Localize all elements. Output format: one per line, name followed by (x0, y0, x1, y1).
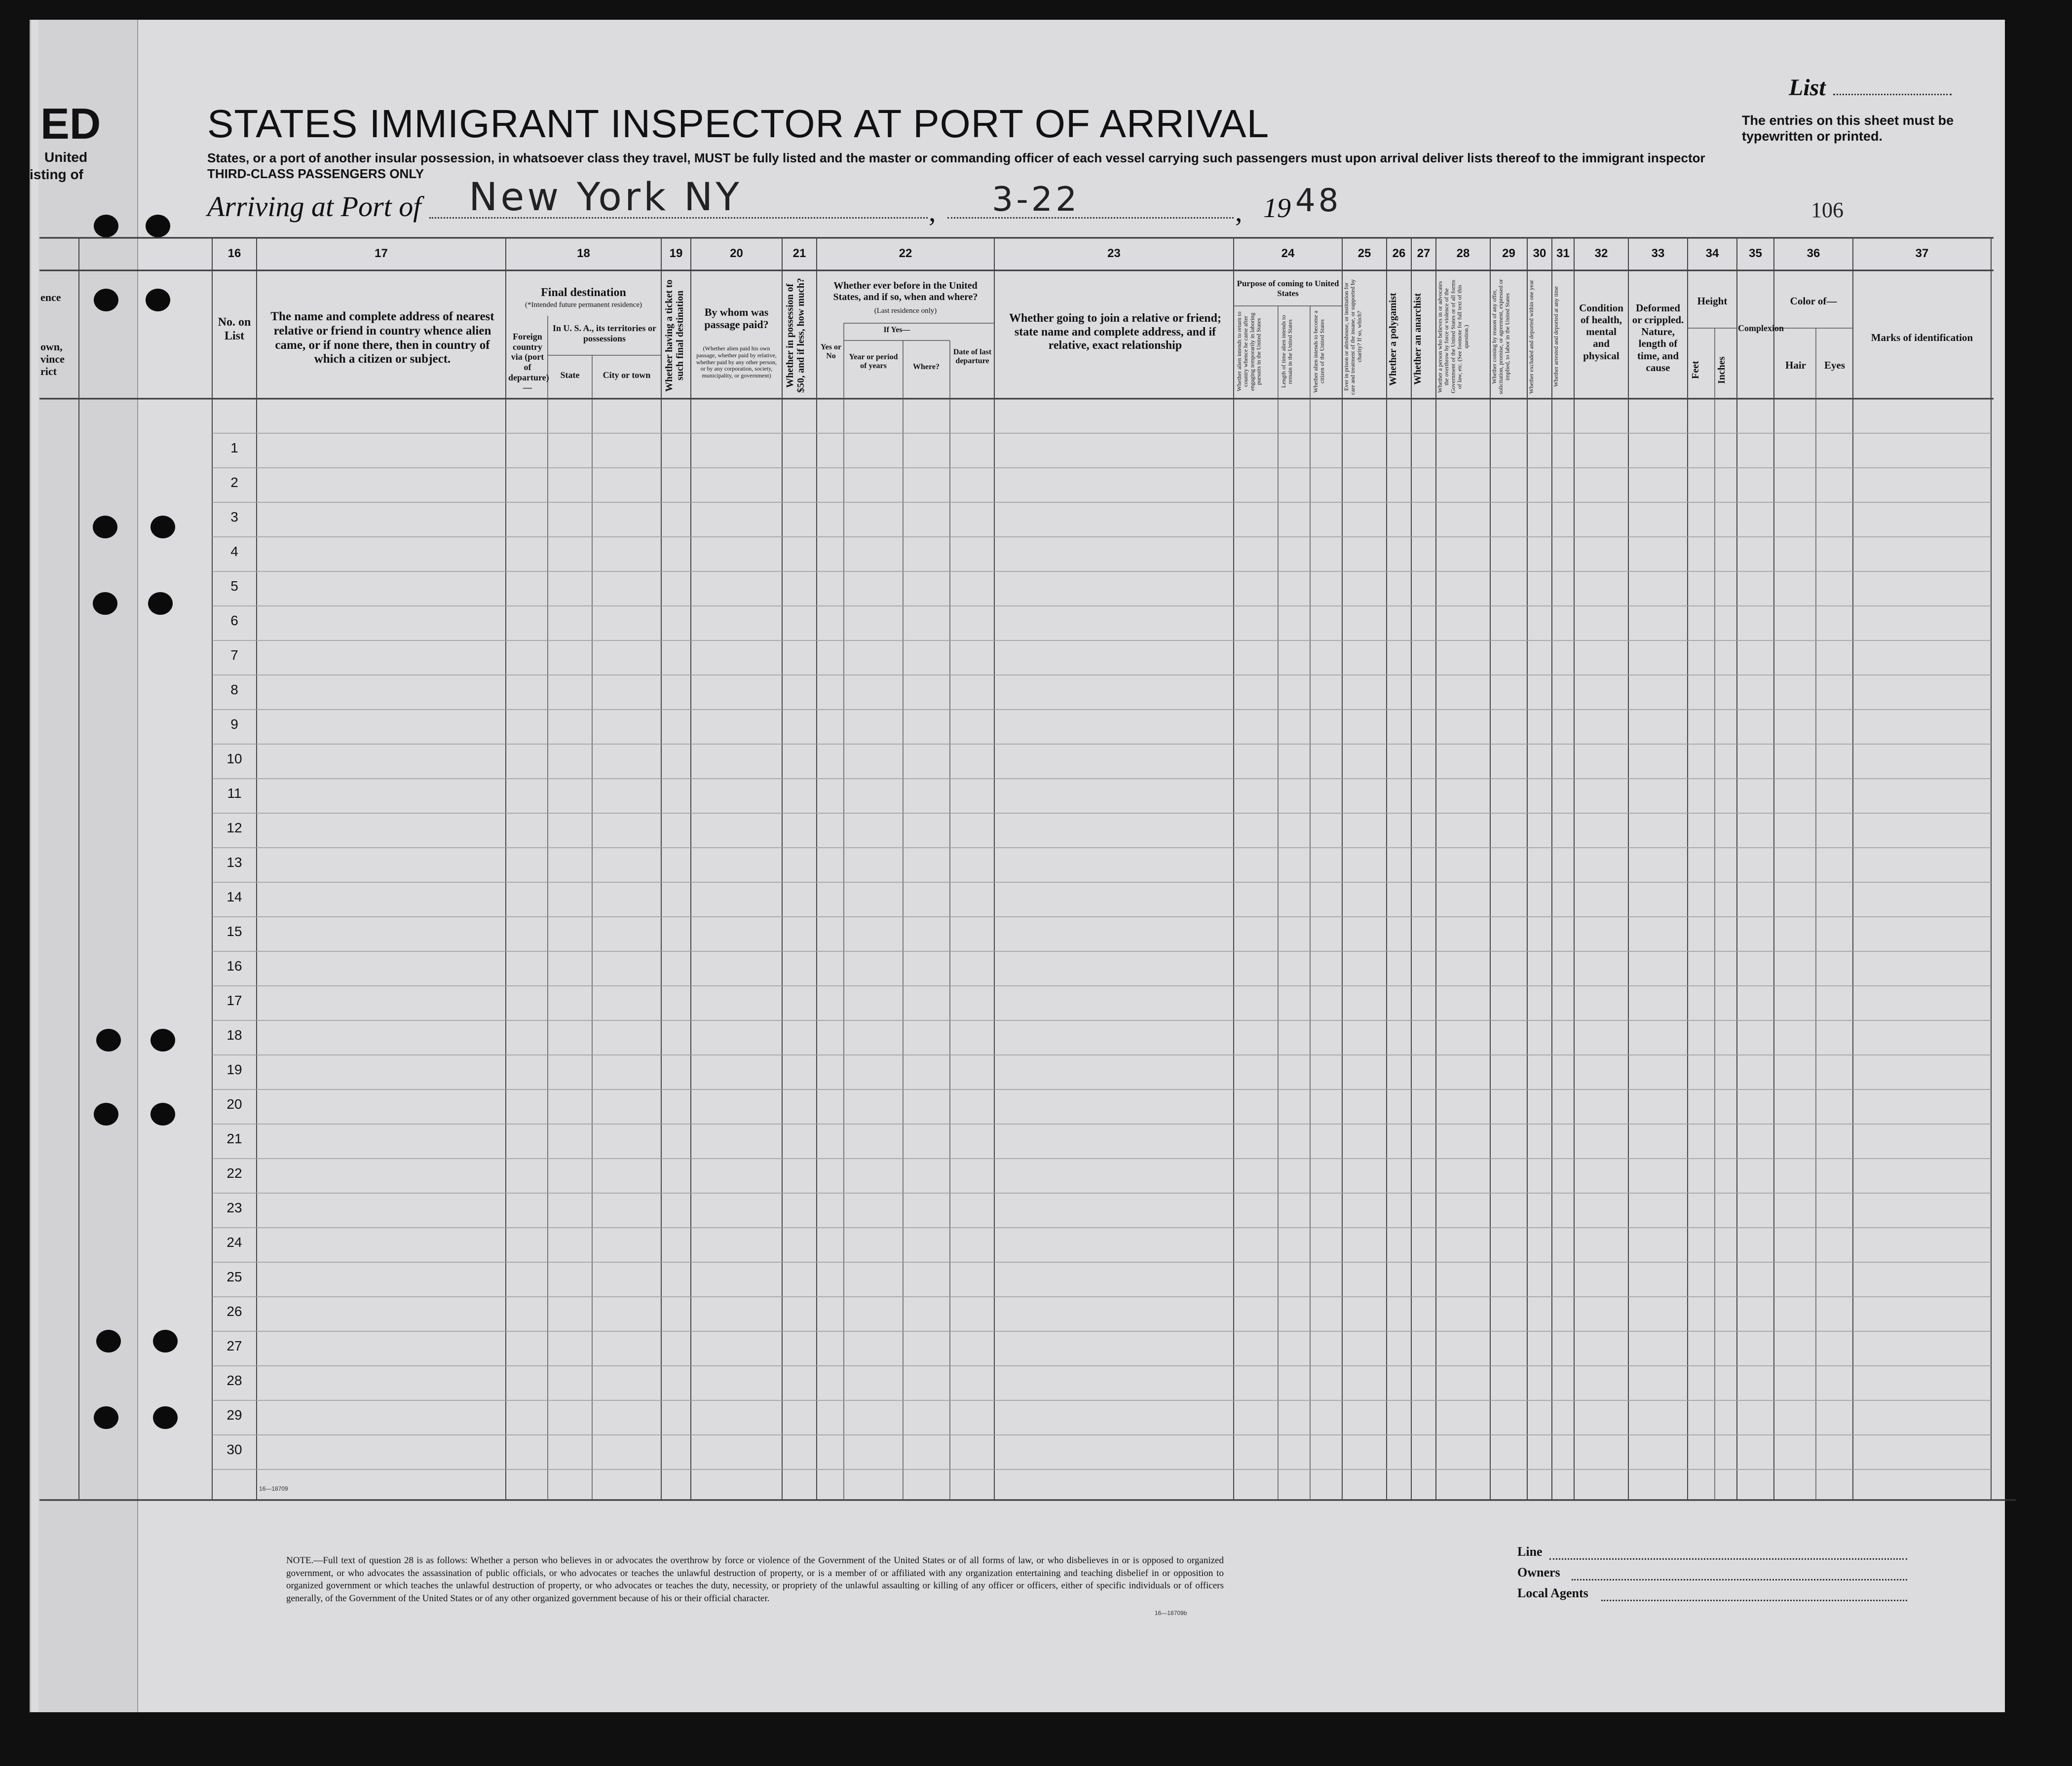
title-fragment: ED (40, 99, 101, 148)
header-complexion: Complexion (1738, 323, 1784, 333)
row-number: 4 (230, 544, 238, 559)
column-number: 30 (1533, 247, 1546, 260)
column-number: 20 (730, 247, 743, 260)
header-year: Year or period of years (849, 353, 898, 371)
header-ticket: Whether having a ticket to such final destination (664, 279, 685, 392)
arriving-label: Arriving at Port of (207, 190, 421, 223)
header-purpose-return: Whether alien intends to return to country whence he came after engaging temporarily in laboring pursuits in the United States (1236, 311, 1262, 392)
row-number: 7 (230, 647, 238, 663)
header-prison: Ever in prison or almshouse, or institution for care and treatment of the insane, or supported by charity? If so, which? (1343, 279, 1363, 395)
header-anarchist: Whether an anarchist (1412, 293, 1423, 385)
row-number: 18 (226, 1027, 242, 1043)
header-eyes: Eyes (1824, 359, 1845, 371)
comma: , (1235, 195, 1243, 227)
previous-page-fragment: own, (40, 340, 63, 353)
binder-hole (94, 1103, 118, 1126)
form-stamp: 16—18709 (259, 1485, 288, 1492)
sheet-number: 106 (1811, 198, 1844, 222)
binder-hole (151, 1103, 175, 1126)
row-number: 2 (230, 475, 238, 490)
header-nearest-relative: The name and complete address of nearest relative or friend in country whence alien came, or if none there, then in country of which a citizen or subject. (270, 310, 494, 366)
column-number: 23 (1107, 247, 1121, 260)
column-number: 36 (1807, 247, 1820, 260)
date-field[interactable] (947, 217, 1234, 219)
row-number: 5 (230, 578, 238, 594)
row-number: 23 (226, 1200, 242, 1215)
port-field[interactable] (429, 217, 928, 219)
class-line: THIRD-CLASS PASSENGERS ONLY (207, 166, 424, 181)
binder-hole (93, 516, 117, 538)
row-number: 3 (230, 509, 238, 525)
owners-field[interactable] (1572, 1579, 1907, 1580)
column-number: 31 (1556, 247, 1570, 260)
left-fragment: United (44, 150, 88, 165)
previous-page-fragment: vince (40, 353, 65, 365)
previous-page-fragment: rict (40, 365, 57, 377)
header-where: Where? (913, 363, 940, 371)
column-number: 29 (1502, 247, 1515, 260)
footnote: NOTE.—Full text of question 28 is as follows: Whether a person who believes in or advocates the overthrow by force or violence of the Government of the United States or of all forms of law, or who disbelieves in or is opposed to organized government, or who advocates the assassination of public officials, or who advocates or teaches the unlawful destruction of property, or is a member of or affiliated with any organization entertaining and teaching disbelief in or opposition to organized government or which teaches the unlawful destruction of property, or who advocates or teaches the duty, necessity, or propriety of the unlawful assaulting or killing of any officer or officers, either of specific individuals or of officers generally, of the Government of the United States or of any other organized government because of his or their official character. (286, 1555, 1224, 1604)
row-number: 17 (226, 993, 242, 1008)
binder-hole (148, 592, 173, 615)
row-number: 11 (227, 786, 242, 801)
header-if-yes: If Yes— (883, 326, 910, 334)
row-number: 14 (226, 889, 242, 904)
header-excluded-deported: Whether excluded and deported within one year (1528, 280, 1535, 394)
header-passage-paid-sub: (Whether alien paid his own passage, whether paid by relative, whether paid by any other person, or by any corporation, society, municipality, or government) (696, 345, 777, 379)
column-number: 24 (1281, 247, 1295, 260)
header-state: State (560, 370, 580, 380)
binder-hole (151, 1029, 175, 1052)
list-label: List (1789, 75, 1826, 101)
header-health: Condition of health, mental and physical (1579, 302, 1623, 362)
column-number: 19 (669, 247, 683, 260)
row-number: 10 (226, 751, 242, 766)
previous-page-strip (38, 20, 138, 1712)
column-number: 32 (1594, 247, 1608, 260)
local-agents-field[interactable] (1601, 1600, 1907, 1601)
page-title: STATES IMMIGRANT INSPECTOR AT PORT OF ARRIVAL (207, 102, 1270, 146)
list-number-field[interactable] (1833, 94, 1952, 95)
header-height: Height (1697, 295, 1728, 307)
owners-label: Owners (1517, 1565, 1560, 1579)
row-number: 8 (230, 682, 238, 697)
header-final-destination-sub: (*Intended future permanent residence) (525, 301, 642, 309)
row-number: 13 (226, 855, 242, 870)
row-number: 19 (226, 1062, 242, 1077)
row-number: 9 (230, 716, 238, 732)
binder-hole (96, 1029, 121, 1052)
row-number: 26 (226, 1304, 242, 1319)
row-number: 24 (226, 1235, 242, 1250)
header-polygamist: Whether a polygamist (1388, 293, 1398, 386)
local-agents-label: Local Agents (1517, 1586, 1588, 1600)
column-number: 37 (1915, 247, 1929, 260)
header-in-usa: In U. S. A., its territories or possessions (553, 323, 656, 343)
row-number: 16 (226, 958, 242, 974)
header-purpose-length: Length of time alien intends to remain in the United States (1280, 315, 1294, 388)
comma: , (929, 195, 936, 227)
column-number: 18 (577, 247, 590, 260)
column-number: 22 (899, 247, 912, 260)
left-fragment: isting of (30, 167, 83, 182)
instruction-line: States, or a port of another insular possession, in whatsoever class they travel, MUST be fully listed and the master or commanding officer of each vessel carrying such passengers must upon arrival deliver lists thereof to the immigrant inspector (207, 150, 1705, 165)
row-number: 15 (226, 924, 242, 939)
header-deformed: Deformed or crippled. Nature, length of time, and cause (1632, 302, 1684, 374)
header-passage-paid: By whom was passage paid? (704, 306, 769, 331)
row-number: 29 (226, 1407, 242, 1423)
column-number: 33 (1651, 247, 1665, 260)
column-number: 27 (1417, 247, 1431, 260)
line-label: Line (1517, 1544, 1543, 1559)
row-number: 20 (226, 1096, 242, 1112)
binder-hole (94, 1406, 118, 1429)
header-marks: Marks of identification (1871, 332, 1973, 343)
header-yes-no: Yes or No (820, 343, 842, 361)
entries-note: The entries on this sheet must be typewritten or printed. (1742, 113, 1954, 144)
binder-hole (93, 592, 117, 615)
header-color-of: Color of— (1790, 295, 1837, 307)
header-ever-before: Whether ever before in the United States, and if so, when and where? (833, 280, 978, 302)
header-fifty-dollars: Whether in possession of $50, and if less, how much? (785, 278, 806, 393)
row-number: 22 (226, 1165, 242, 1181)
column-number: 21 (792, 247, 806, 260)
header-inches: Inches (1716, 356, 1727, 384)
column-number: 35 (1749, 247, 1762, 260)
port-handwritten: New York NY (469, 175, 742, 220)
header-join-relative: Whether going to join a relative or friend; state name and complete address, and if relative, exact relationship (1009, 312, 1221, 352)
date-handwritten: 3-22 (992, 180, 1080, 219)
year-handwritten: 48 (1295, 183, 1342, 219)
row-number: 6 (230, 613, 238, 628)
header-ever-before-sub: (Last residence only) (874, 307, 937, 315)
row-number: 21 (226, 1131, 242, 1146)
binder-hole (153, 1406, 178, 1429)
year-printed: 19 (1263, 193, 1291, 224)
binder-hole (153, 1330, 178, 1353)
form-sheet (30, 20, 2005, 1712)
header-labor-offer: Whether coming by reason of any offer, solicitation, promise, or agreement, expressed or implied, to labor in the United States (1491, 279, 1511, 395)
header-hair: Hair (1785, 359, 1806, 371)
binder-hole (96, 1330, 121, 1353)
column-number: 28 (1456, 247, 1470, 260)
header-date-last-departure: Date of last departure (953, 348, 992, 366)
header-arrested-deported: Whether arrested and deported at any time (1552, 286, 1559, 387)
binder-hole (146, 215, 170, 237)
column-number: 34 (1705, 247, 1719, 260)
column-number: 25 (1357, 247, 1371, 260)
binder-hole (146, 289, 170, 311)
binder-hole (94, 215, 118, 237)
row-number: 30 (226, 1442, 242, 1457)
binder-hole (151, 516, 175, 538)
row-number: 12 (226, 820, 242, 835)
header-question-28: Whether a person who believes in or advocates the overthrow by force or violence of the Government of the United States or of all forms of law, etc. (See footnote for full text of this question.) (1436, 280, 1469, 394)
row-number: 1 (230, 440, 238, 455)
footnote-stamp: 16—18709b (1155, 1610, 1187, 1616)
header-foreign-country: Foreign country via (port of departure)— (508, 332, 549, 393)
header-no-on-list: No. on List (218, 316, 251, 342)
row-number: 27 (226, 1338, 242, 1353)
row-number: 25 (226, 1269, 242, 1284)
header-final-destination: Final destination (541, 286, 626, 299)
column-number: 26 (1392, 247, 1406, 260)
header-city: City or town (603, 370, 651, 380)
row-number: 28 (226, 1373, 242, 1388)
column-number: 16 (227, 247, 241, 260)
header-purpose: Purpose of coming to United States (1237, 279, 1339, 298)
header-feet: Feet (1690, 361, 1701, 379)
line-field[interactable] (1549, 1558, 1907, 1560)
binder-hole (94, 289, 118, 311)
previous-page-fragment: ence (40, 291, 61, 303)
column-number: 17 (375, 247, 388, 260)
header-purpose-citizen: Whether alien intends to become a citizen of the United States (1312, 310, 1326, 393)
